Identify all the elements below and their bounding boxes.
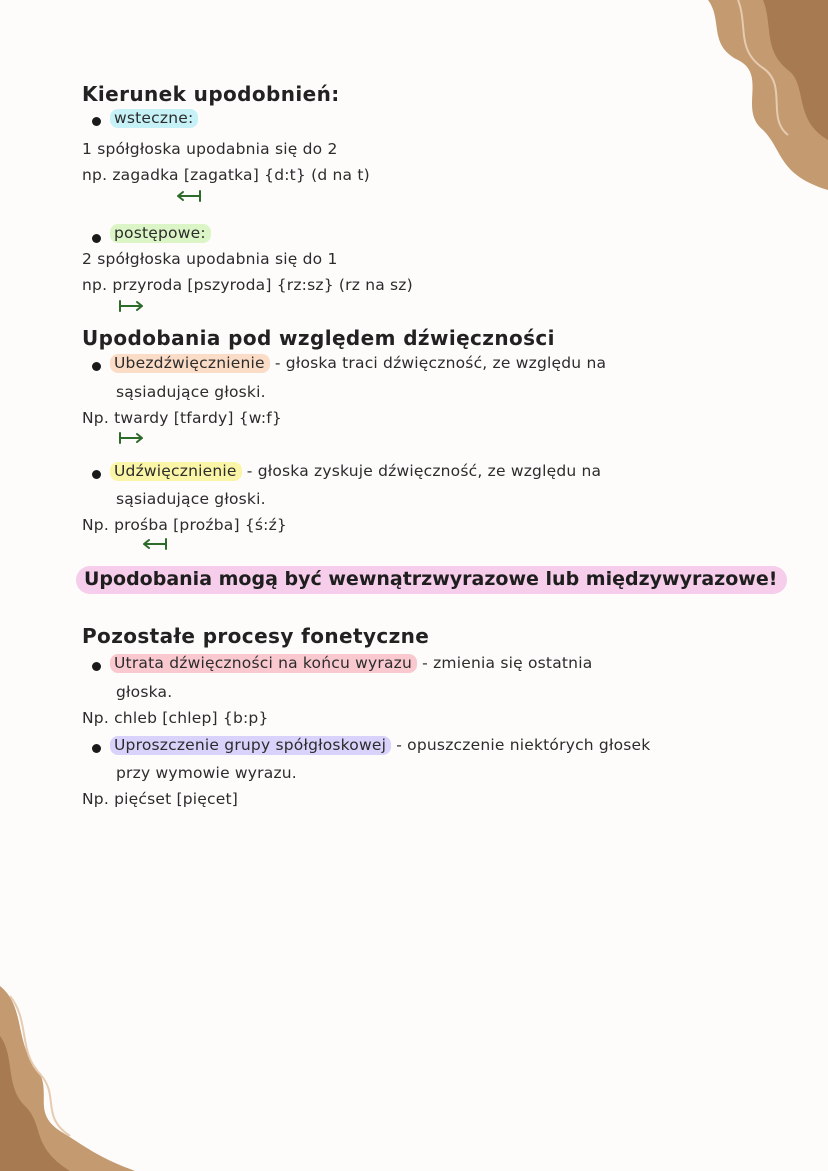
desc-devoicing-2: sąsiadujące głoski. bbox=[116, 383, 266, 401]
arrow-left-icon bbox=[142, 538, 168, 550]
desc-forward: 2 spółgłoska upodabnia się do 1 bbox=[82, 250, 338, 268]
bullet-dot bbox=[92, 744, 101, 753]
desc-cluster-1: - opuszczenie niektórych głosek bbox=[396, 736, 651, 754]
decorative-wave-top-right bbox=[668, 0, 828, 190]
term-forward bbox=[110, 224, 211, 242]
term-final-devoicing: Utrata dźwięczności na końcu wyrazu bbox=[110, 654, 417, 673]
arrow-right-icon bbox=[118, 300, 144, 312]
example-backward: np. zagadka [zagatka] {d:t} (d na t) bbox=[82, 166, 370, 184]
example-forward: np. przyroda [pszyroda] {rz:sz} (rz na sz) bbox=[82, 276, 413, 294]
desc-final-devoicing-2: głoska. bbox=[116, 683, 173, 701]
heading-direction: Kierunek upodobnień: bbox=[82, 82, 340, 106]
term-forward-label: postępowe: bbox=[110, 224, 211, 243]
heading-voicing: Upodobania pod względem dźwięczności bbox=[82, 326, 555, 350]
desc-voicing-1: - głoska zyskuje dźwięczność, ze względu na bbox=[246, 462, 602, 480]
term-backward-label: wsteczne: bbox=[110, 109, 198, 128]
arrow-left-icon bbox=[176, 190, 202, 202]
term-devoicing: Ubezdźwięcznienie bbox=[110, 354, 270, 373]
desc-voicing-2: sąsiadujące głoski. bbox=[116, 490, 266, 508]
example-cluster: Np. pięćset [pięcet] bbox=[82, 790, 239, 808]
decorative-wave-bottom-left bbox=[0, 986, 135, 1171]
term-voicing: Udźwięcznienie bbox=[110, 462, 242, 481]
desc-final-devoicing-1: - zmienia się ostatnia bbox=[422, 654, 593, 672]
bullet-dot bbox=[92, 470, 101, 479]
desc-backward: 1 spółgłoska upodabnia się do 2 bbox=[82, 140, 338, 158]
term-voicing-line bbox=[110, 462, 601, 480]
banner-line bbox=[76, 568, 787, 590]
term-final-devoicing-line bbox=[110, 654, 592, 672]
term-cluster-line bbox=[110, 736, 650, 754]
bullet-dot bbox=[92, 362, 101, 371]
banner-note: Upodobania mogą być wewnątrzwyrazowe lub międzywyrazowe! bbox=[76, 566, 787, 594]
example-devoicing: Np. twardy [tfardy] {w:f} bbox=[82, 409, 282, 427]
bullet-dot bbox=[92, 662, 101, 671]
example-voicing: Np. prośba [proźba] {ś:ź} bbox=[82, 516, 287, 534]
desc-devoicing-1: - głoska traci dźwięczność, ze względu na bbox=[274, 354, 607, 372]
bullet-dot bbox=[92, 234, 101, 243]
heading-other-processes: Pozostałe procesy fonetyczne bbox=[82, 624, 430, 648]
bullet-dot bbox=[92, 117, 101, 126]
example-final-devoicing: Np. chleb [chlep] {b:p} bbox=[82, 709, 269, 727]
term-devoicing-line bbox=[110, 354, 606, 372]
arrow-right-icon bbox=[118, 432, 144, 444]
term-cluster-simplification: Uproszczenie grupy spółgłoskowej bbox=[110, 736, 391, 755]
term-backward bbox=[110, 109, 198, 127]
desc-cluster-2: przy wymowie wyrazu. bbox=[116, 764, 297, 782]
